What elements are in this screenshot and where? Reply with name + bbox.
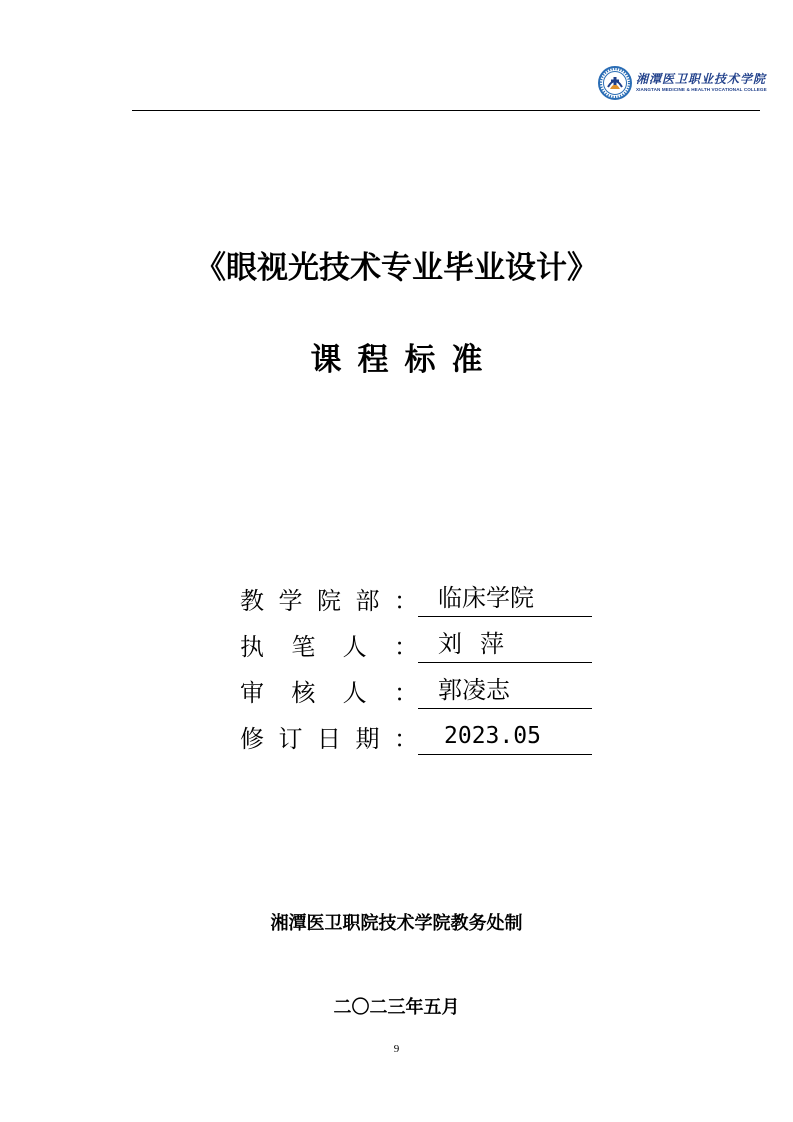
college-name-cn: 湘潭医卫职业技术学院 (636, 72, 767, 87)
college-name-en: XIANGTAN MEDICINE & HEALTH VOCATIONAL COLLEGE (636, 87, 767, 93)
reviewer-underline (418, 708, 592, 709)
revision-date-label: 修 订 日 期 ： (240, 724, 418, 753)
page-number: 9 (393, 1043, 400, 1055)
college-seal-icon (598, 66, 632, 100)
department-underline (418, 616, 592, 617)
author-label: 执 笔 人 ： (240, 632, 418, 661)
author-underline (418, 662, 592, 663)
document-subtitle: 课程标准 (310, 342, 499, 378)
reviewer-label: 审 核 人 ： (240, 678, 418, 707)
reviewer-value: 郭凌志 (438, 676, 510, 704)
department-label: 教 学 院 部 ： (240, 586, 418, 615)
revision-date-underline (418, 754, 592, 755)
issuer-line: 湘潭医卫职院技术学院教务处制 (270, 913, 523, 934)
author-value: 刘萍 (438, 630, 522, 658)
document-title: 《眼视光技术专业毕业设计》 (195, 250, 598, 286)
info-row-department (240, 578, 600, 618)
college-logo (598, 64, 767, 102)
info-row-revision-date (240, 716, 600, 756)
info-row-reviewer (240, 670, 600, 710)
info-row-author (240, 624, 600, 664)
issue-date: 二〇二三年五月 (333, 997, 460, 1018)
header-rule (132, 110, 760, 111)
revision-date-value: 2023.05 (444, 723, 541, 749)
department-value: 临床学院 (438, 584, 534, 612)
